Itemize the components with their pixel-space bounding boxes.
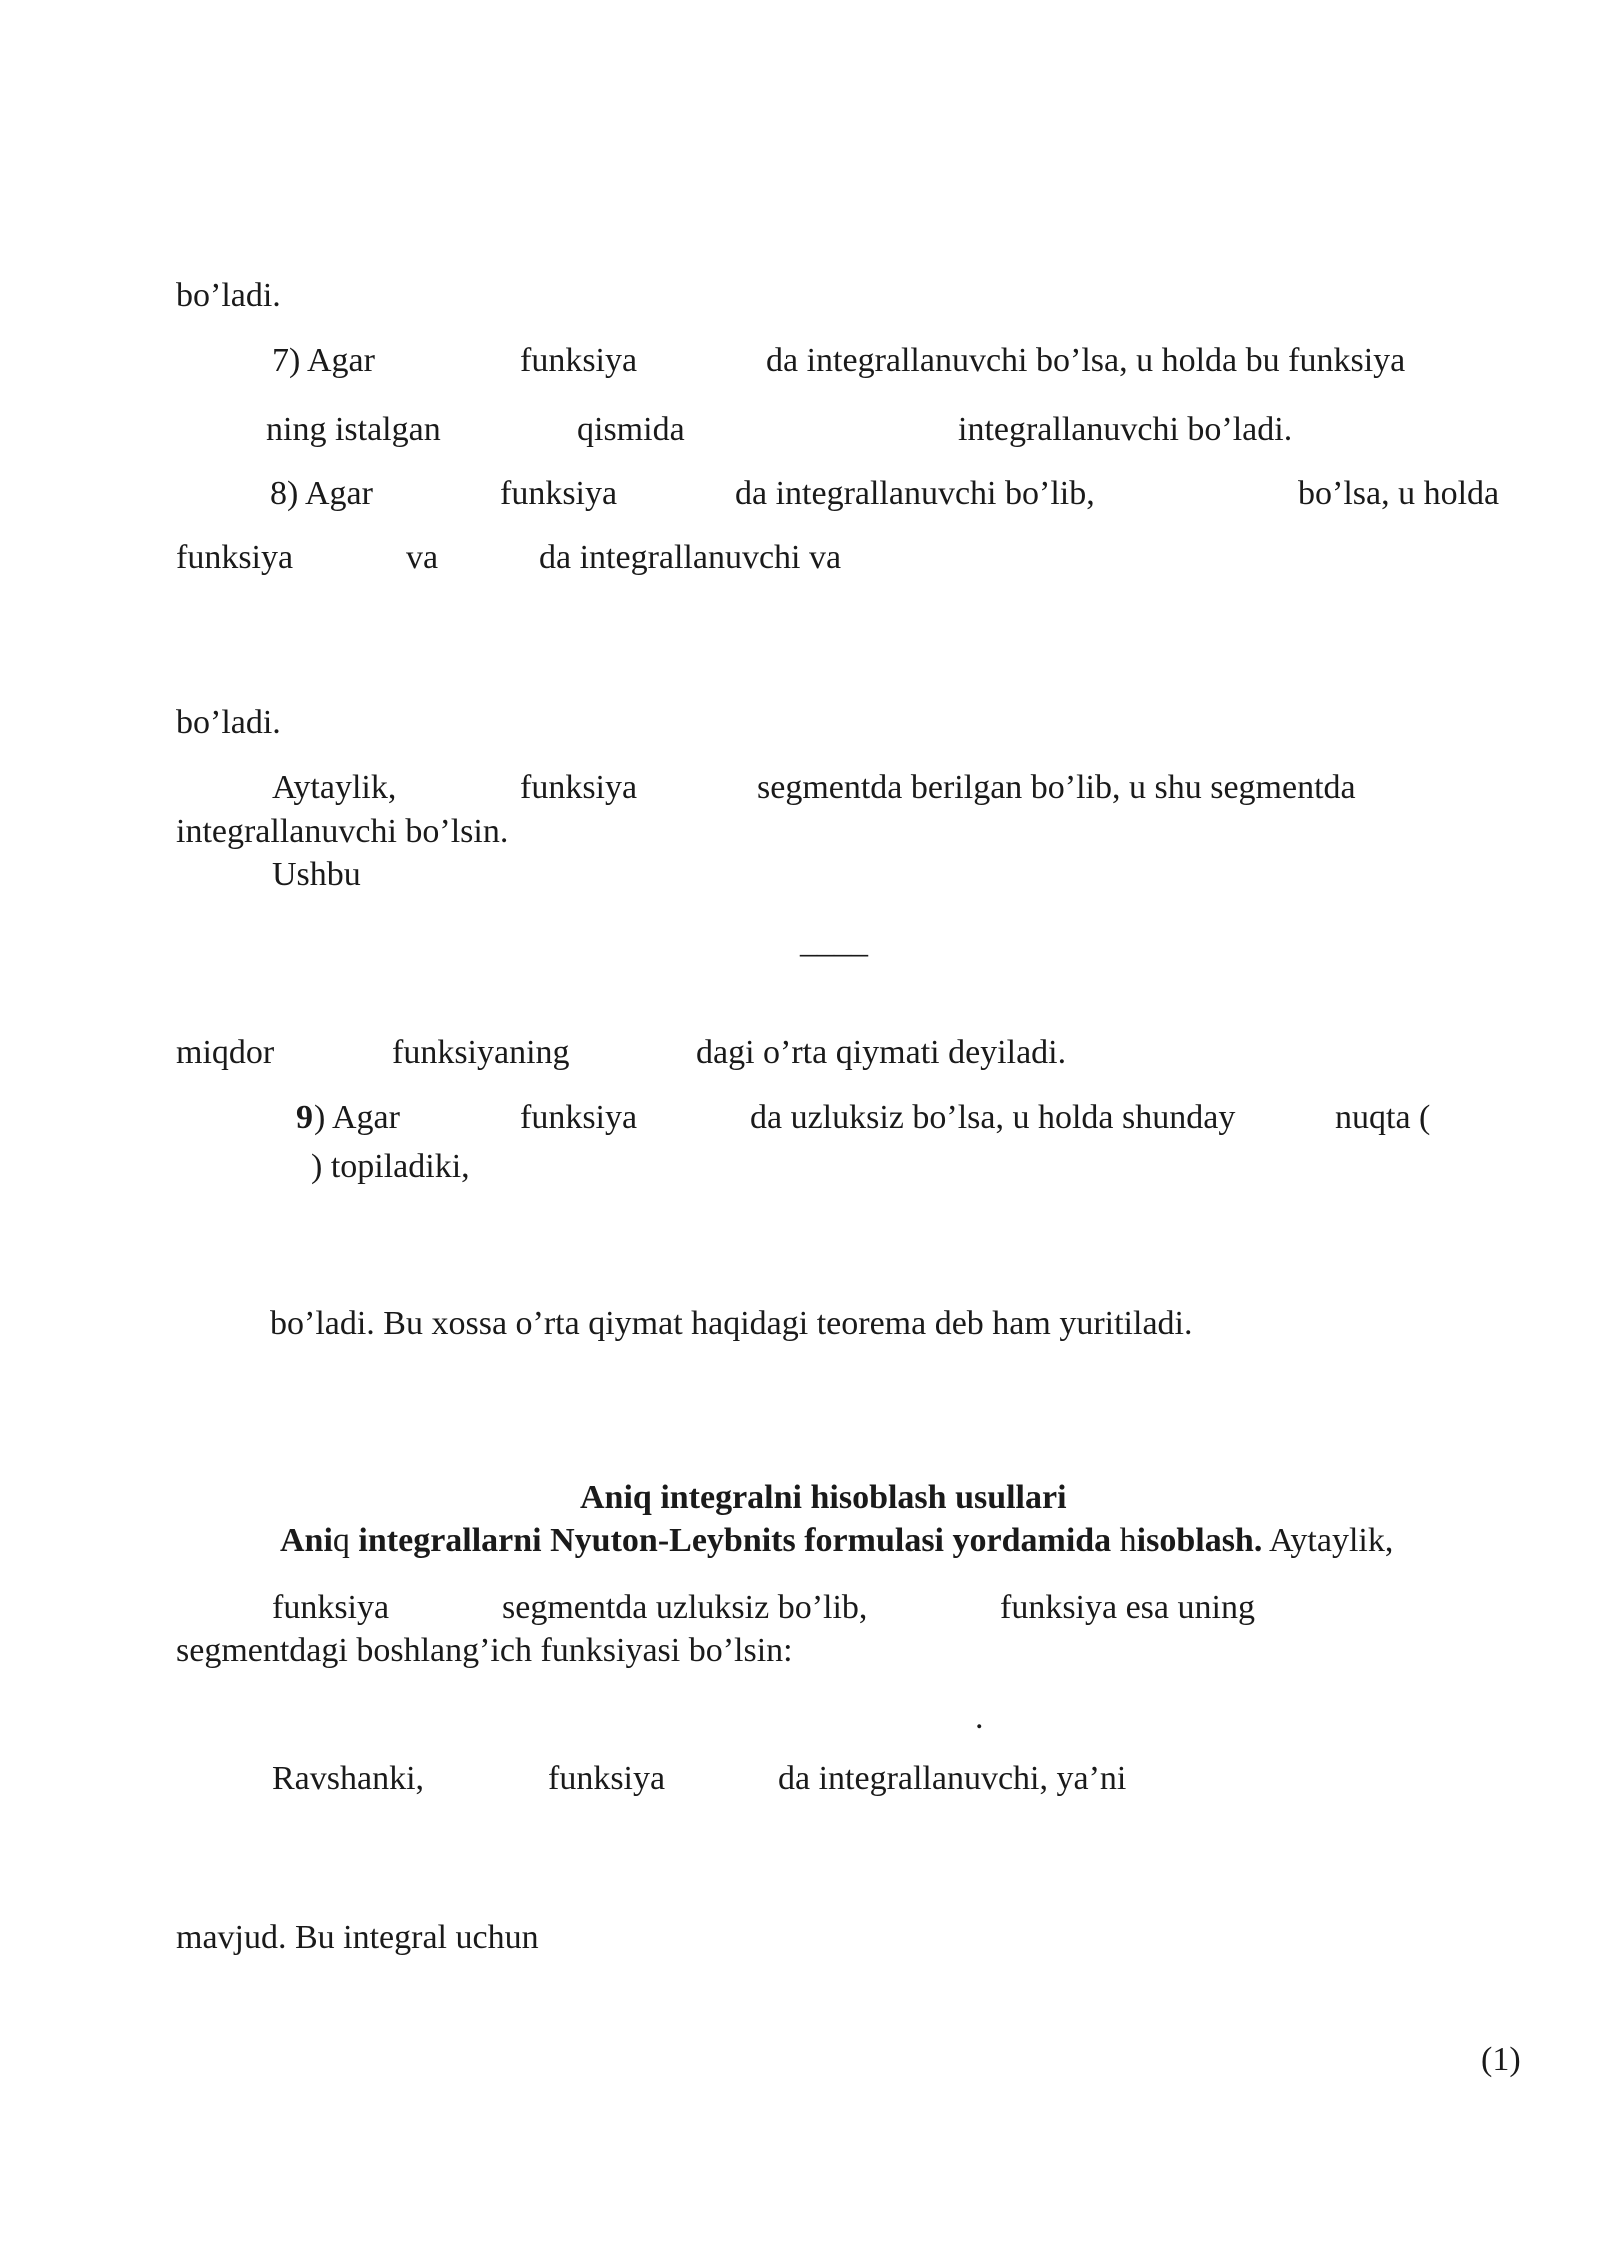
text-line: ) topiladiki, (311, 1148, 470, 1185)
regular-text: h (1119, 1522, 1137, 1559)
text-fragment: miqdor (176, 1034, 275, 1071)
text-fragment: funksiya (520, 769, 638, 806)
section-heading: Aniq integralni hisoblash usullari (580, 1479, 1067, 1516)
text-fragment: da integrallanuvchi bo’lib, (735, 475, 1095, 512)
text-line: Ushbu (272, 856, 361, 893)
text-fragment: funksiya (520, 1099, 638, 1136)
text-fragment: dagi o’rta qiymati deyiladi. (696, 1034, 1067, 1071)
bold-text: isoblash. (1136, 1522, 1263, 1559)
regular-text: q (332, 1522, 350, 1559)
text-fragment: va (406, 539, 439, 576)
text-fragment: bo’lsa, u holda (1298, 475, 1500, 512)
text-fragment: funksiya (500, 475, 618, 512)
text-fragment: da integrallanuvchi, ya’ni (778, 1760, 1127, 1797)
bold-text: Ani (280, 1522, 333, 1559)
text-line: segmentdagi boshlang’ich funksiyasi bo’lsin: (176, 1632, 793, 1669)
text-fragment: integrallanuvchi bo’ladi. (958, 411, 1293, 448)
text-fragment: da integrallanuvchi va (539, 539, 842, 576)
text-fragment: funksiya esa uning (1000, 1589, 1255, 1626)
text-fragment: Aytaylik, (272, 769, 397, 806)
text-line: bo’ladi. (176, 704, 281, 741)
text-line: mavjud. Bu integral uchun (176, 1919, 539, 1956)
text-fragment: qismida (577, 411, 685, 448)
paragraph-lead (280, 1521, 1393, 1561)
formula-period: . (975, 1699, 984, 1736)
text-fragment: da uzluksiz bo’lsa, u holda shunday (750, 1099, 1236, 1136)
text-fragment: ) Agar (314, 1099, 400, 1136)
text-line: integrallanuvchi bo’lsin. (176, 813, 509, 850)
text-line: bo’ladi. (176, 277, 281, 314)
text-fragment: funksiya (520, 342, 638, 379)
text-fragment: segmentda uzluksiz bo’lib, (502, 1589, 868, 1626)
text-line: bo’ladi. Bu xossa o’rta qiymat haqidagi teorema deb ham yuritiladi. (270, 1305, 1193, 1342)
text-fragment: funksiya (548, 1760, 666, 1797)
equation-number: (1) (1481, 2041, 1521, 2078)
text-fragment: funksiya (176, 539, 294, 576)
text-fragment: Ravshanki, (272, 1760, 425, 1797)
text-fragment: segmentda berilgan bo’lib, u shu segmentda (757, 769, 1356, 806)
text-fragment: funksiyaning (392, 1034, 570, 1071)
text-fragment: 7) Agar (272, 342, 375, 379)
text-fragment: 8) Agar (270, 475, 373, 512)
text-fragment: da integrallanuvchi bo’lsa, u holda bu funksiya (766, 342, 1406, 379)
text-fragment: ning istalgan (266, 411, 441, 448)
text-fragment: nuqta ( (1335, 1099, 1431, 1136)
list-number: 9 (296, 1099, 313, 1136)
fraction-bar: ____ (800, 923, 868, 960)
regular-text: Aytaylik, (1262, 1522, 1394, 1559)
bold-text: integrallarni Nyuton-Leybnits formulasi yordamida (349, 1522, 1120, 1559)
text-fragment: funksiya (272, 1589, 390, 1626)
